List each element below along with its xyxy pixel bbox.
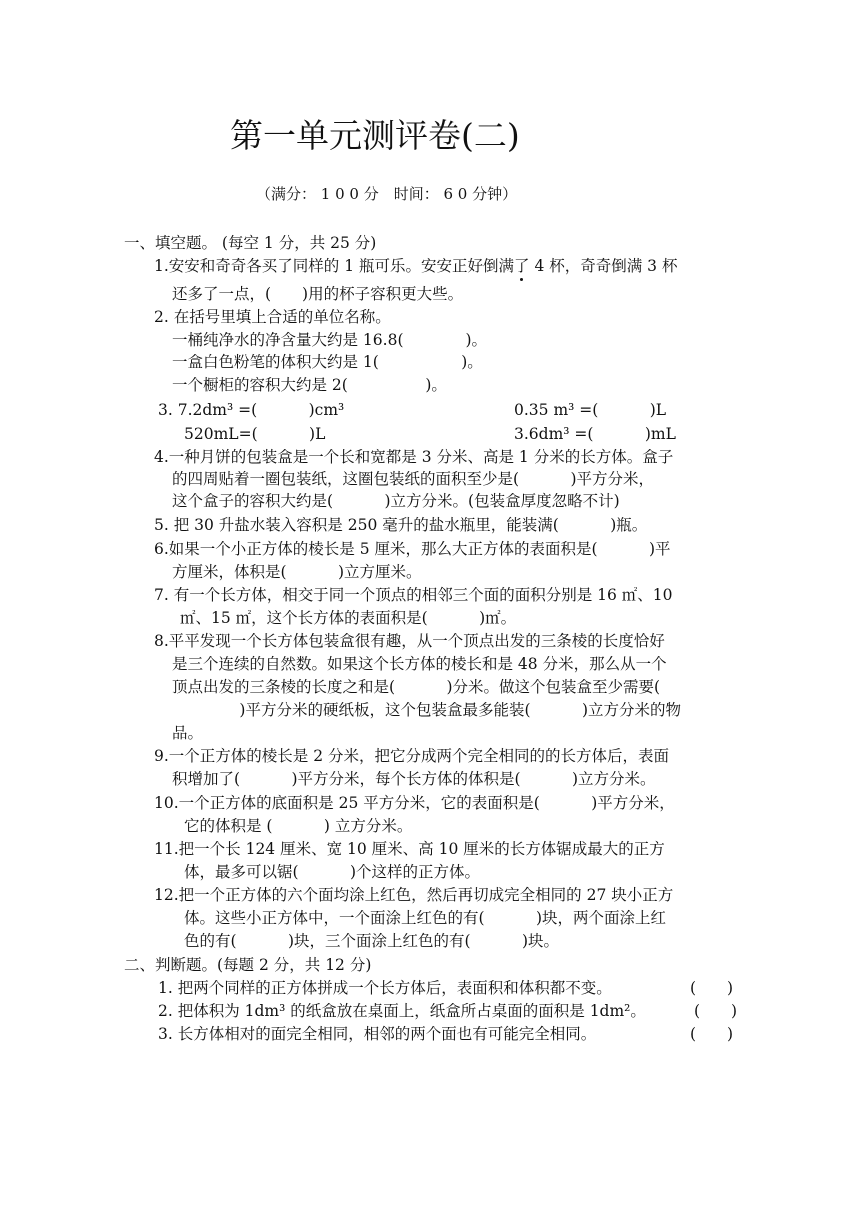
q10-line: 10.一个正方体的底面积是 25 平方分米，它的表面积是( )平方分米， [154,794,675,812]
q2-item-c: 一个橱柜的容积大约是 2( )。 [172,376,447,394]
q2-item-b: 一盒白色粉笔的体积大约是 1( )。 [172,353,483,371]
q2-stem: 2. 在括号里填上合适的单位名称。 [154,308,391,326]
judge-item: 3. 长方体相对的面完全相同，相邻的两个面也有可能完全相同。 [158,1025,597,1043]
q3-item-b: 0.35 m³ =( )L [514,401,667,419]
q1-line1-b: 4 杯，奇奇倒满 3 杯 [529,257,678,275]
section2-heading: 二、判断题。(每题 2 分，共 12 分) [124,956,372,974]
section1-heading: 一、填空题。 (每空 1 分，共 25 分) [124,234,377,252]
q9-line: 9.一个正方体的棱长是 2 分米，把它分成两个完全相同的的长方体后，表面 [154,747,670,765]
page-subtitle: （满分： 1 0 0 分 时间： 6 0 分钟） [256,185,518,203]
q7-line: 7. 有一个长方体，相交于同一个顶点的相邻三个面的面积分别是 16 ㎡、10 [154,586,673,604]
q1-line1-a: 1.安安和奇奇各买了同样的 1 瓶可乐。安安正好倒满 [154,257,515,275]
q3-item-a: 3. 7.2dm³ =( )cm³ [158,401,345,419]
q11-line: 11.把一个长 124 厘米、宽 10 厘米、高 10 厘米的长方体锯成最大的正方 [154,840,665,858]
q6-line: 方厘米，体积是( )立方厘米。 [172,563,422,581]
q1-line1 [154,256,677,276]
q7-line: ㎡、15 ㎡，这个长方体的表面积是( )㎡。 [180,609,517,627]
q12-line: 体。这些小正方体中，一个面涂上红色的有( )块，两个面涂上红 [184,909,667,927]
q8-line: 8.平平发现一个长方体包装盒很有趣，从一个顶点出发的三条棱的长度恰好 [154,632,665,650]
q8-line: 顶点出发的三条棱的长度之和是( )分米。做这个包装盒至少需要( [172,678,661,696]
q5: 5. 把 30 升盐水装入容积是 250 毫升的盐水瓶里，能装满( )瓶。 [154,516,648,534]
q4-line: 4.一种月饼的包装盒是一个长和宽都是 3 分米、高是 1 分米的长方体。盒子 [154,448,674,466]
q3-item-d: 3.6dm³ =( )mL [514,425,676,443]
q1-line2: 还多了一点，( )用的杯子容积更大些。 [172,285,464,303]
q8-line: )平方分米的硬纸板，这个包装盒最多能装( )立方分米的物 [188,701,681,719]
q4-line: 这个盒子的容积大约是( )立方分米。(包装盒厚度忽略不计) [172,492,620,510]
judge-item: 2. 把体积为 1dm³ 的纸盒放在桌面上，纸盒所占桌面的面积是 1dm²。 [158,1002,646,1020]
q8-line: 品。 [172,724,204,742]
q6-line: 6.如果一个小正方体的棱长是 5 厘米，那么大正方体的表面积是( )平 [154,540,671,558]
q9-line: 积增加了( )平方分米，每个长方体的体积是( )立方分米。 [172,770,656,788]
q11-line: 体，最多可以锯( )个这样的正方体。 [184,863,481,881]
judge-answer-paren: ( ) [694,1002,738,1020]
judge-item: 1. 把两个同样的正方体拼成一个长方体后，表面积和体积都不变。 [158,979,612,997]
judge-answer-paren: ( ) [690,979,734,997]
q12-line: 色的有( )块，三个面涂上红色的有( )块。 [184,932,560,950]
q1-emphasis-char: 了 [514,257,530,275]
q2-item-a: 一桶纯净水的净含量大约是 16.8( )。 [172,331,488,349]
q3-item-c: 520mL=( )L [184,425,326,443]
q8-line: 是三个连续的自然数。如果这个长方体的棱长和是 48 分米，那么从一个 [172,655,667,673]
q4-line: 的四周贴着一圈包装纸，这圈包装纸的面积至少是( )平方分米， [172,470,655,488]
q12-line: 12.把一个正方体的六个面均涂上红色，然后再切成完全相同的 27 块小正方 [154,886,674,904]
judge-answer-paren: ( ) [690,1025,734,1043]
q10-line: 它的体积是 ( ) 立方分米。 [184,817,413,835]
page-title: 第一单元测评卷(二) [230,116,520,155]
